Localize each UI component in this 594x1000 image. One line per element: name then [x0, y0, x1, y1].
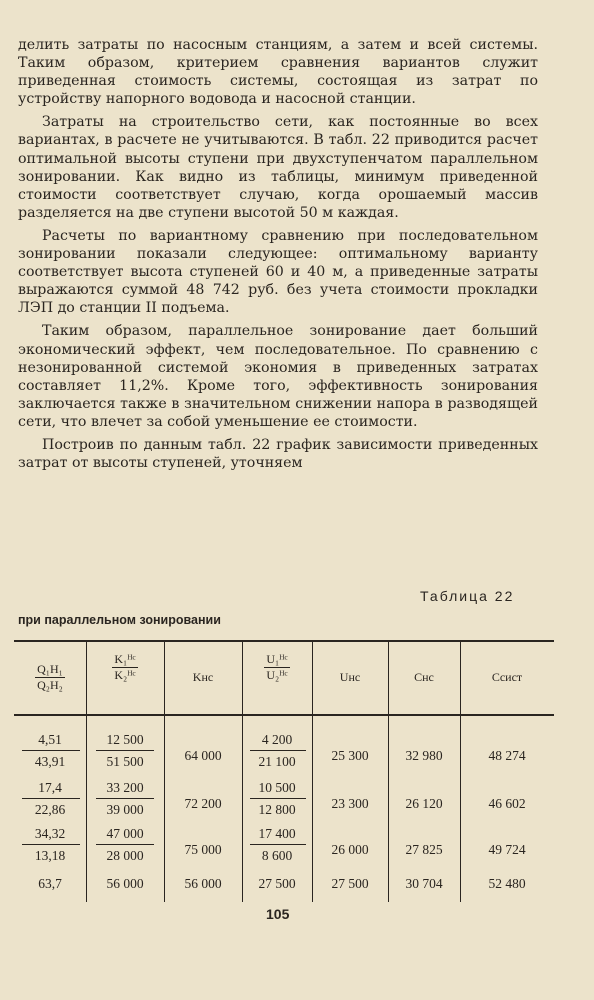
row1-c-system: 48 274 [488, 748, 526, 763]
header-c-station: Cнс [414, 670, 434, 684]
row4-k-total: 56 000 [184, 876, 222, 891]
row3-c-system: 49 724 [488, 842, 526, 857]
row3-k2: 28 000 [106, 848, 144, 863]
row3-q-bottom: 13,18 [34, 848, 66, 863]
header-u-total: Uнс [339, 670, 361, 684]
table-label: Таблица 22 [420, 588, 515, 604]
row1-q-top: 4,51 [38, 732, 62, 747]
row2-c-system: 46 602 [488, 796, 526, 811]
fraction-bar [250, 844, 306, 845]
paragraph-5: Построив по данным табл. 22 график зависимости приведенных затрат от высоты ступеней, уточняем [18, 436, 538, 472]
header-k-total: Kнс [192, 670, 214, 684]
row3-c-station: 27 825 [405, 842, 443, 857]
row1-k-total: 64 000 [184, 748, 222, 763]
paragraph-2: Затраты на строительство сети, как постоянные во всех вариантах, в расчете не учитываются. В табл. 22 приводится расчет оптимальной высоты ступени при двухступенчатом параллельном зонировании. Как видно из таблицы, минимум приведенной стоимости соответствует случаю, когда орошаемый массив разделяется на две ступени высотой 50 м каждая. [18, 114, 538, 221]
table-caption: при параллельном зонировании [18, 613, 221, 627]
fraction-bar [22, 750, 80, 751]
page-number: 105 [266, 906, 290, 922]
row3-u-total: 26 000 [331, 842, 369, 857]
row1-u2: 21 100 [258, 754, 296, 769]
fraction-bar [22, 844, 80, 845]
row1-u1: 4 200 [261, 732, 293, 747]
row1-q-bottom: 43,91 [34, 754, 66, 769]
header-u-ratio: $\frac{\text{U₁ᴴᶜ}}{\text{U₂ᴴᶜ}}$ [266, 652, 288, 682]
row2-u2: 12 800 [258, 802, 296, 817]
header-q-ratio: $\frac{\text{Q₁H₁}}{\text{Q₂H₂}}$ [37, 662, 63, 692]
fraction-bar [22, 798, 80, 799]
row2-u1: 10 500 [258, 780, 296, 795]
row2-q-top: 17,4 [38, 780, 62, 795]
row1-k2: 51 500 [106, 754, 144, 769]
row3-u2: 8 600 [261, 848, 293, 863]
row4-c-system: 52 480 [488, 876, 526, 891]
row4-u1: 27 500 [258, 876, 296, 891]
fraction-bar [96, 750, 154, 751]
header-k-ratio: $\frac{\text{K₁ᴴᶜ}}{\text{K₂ᴴᶜ}}$ [114, 652, 136, 682]
row3-k1: 47 000 [106, 826, 144, 841]
row2-k2: 39 000 [106, 802, 144, 817]
row2-k1: 33 200 [106, 780, 144, 795]
row2-q-bottom: 22,86 [34, 802, 66, 817]
row2-u-total: 23 300 [331, 796, 369, 811]
table-header-rule [14, 714, 554, 716]
row4-c-station: 30 704 [405, 876, 443, 891]
table-top-rule [14, 640, 554, 642]
fraction-bar [250, 750, 306, 751]
paragraph-1: делить затраты по насосным станциям, а затем и всей системы. Таким образом, критерием сравнения вариантов служит приведенная стоимость системы, состоящая из затрат по устройству напорного водовода и насосной станции. [18, 37, 538, 108]
row1-u-total: 25 300 [331, 748, 369, 763]
row3-q-top: 34,32 [34, 826, 66, 841]
body-text [18, 36, 538, 477]
fraction-bar [96, 798, 154, 799]
fraction-bar [96, 844, 154, 845]
row4-q: 63,7 [38, 876, 62, 891]
row2-k-total: 72 200 [184, 796, 222, 811]
paragraph-4: Таким образом, параллельное зонирование дает больший экономический эффект, чем последовательное. По сравнению с незонированной системой экономия в приведенных затратах составляет 11,2%. Кроме того, эффективность зонирования заключается также в значительном снижении напора в разводящей сети, что влечет за собой уменьшение ее стоимости. [18, 323, 538, 430]
row4-u-total: 27 500 [331, 876, 369, 891]
row4-k1: 56 000 [106, 876, 144, 891]
row3-u1: 17 400 [258, 826, 296, 841]
row1-c-station: 32 980 [405, 748, 443, 763]
fraction-bar [250, 798, 306, 799]
row3-k-total: 75 000 [184, 842, 222, 857]
row1-k1: 12 500 [106, 732, 144, 747]
row2-c-station: 26 120 [405, 796, 443, 811]
header-c-system: Cсист [491, 670, 523, 684]
paragraph-3: Расчеты по вариантному сравнению при последовательном зонировании показали следующее: оптимальному варианту соответствует высота ступеней 60 и 40 м, а приведенные затраты выражаются суммой 48 742 руб. без учета стоимости прокладки ЛЭП до станции II подъема. [18, 227, 538, 317]
